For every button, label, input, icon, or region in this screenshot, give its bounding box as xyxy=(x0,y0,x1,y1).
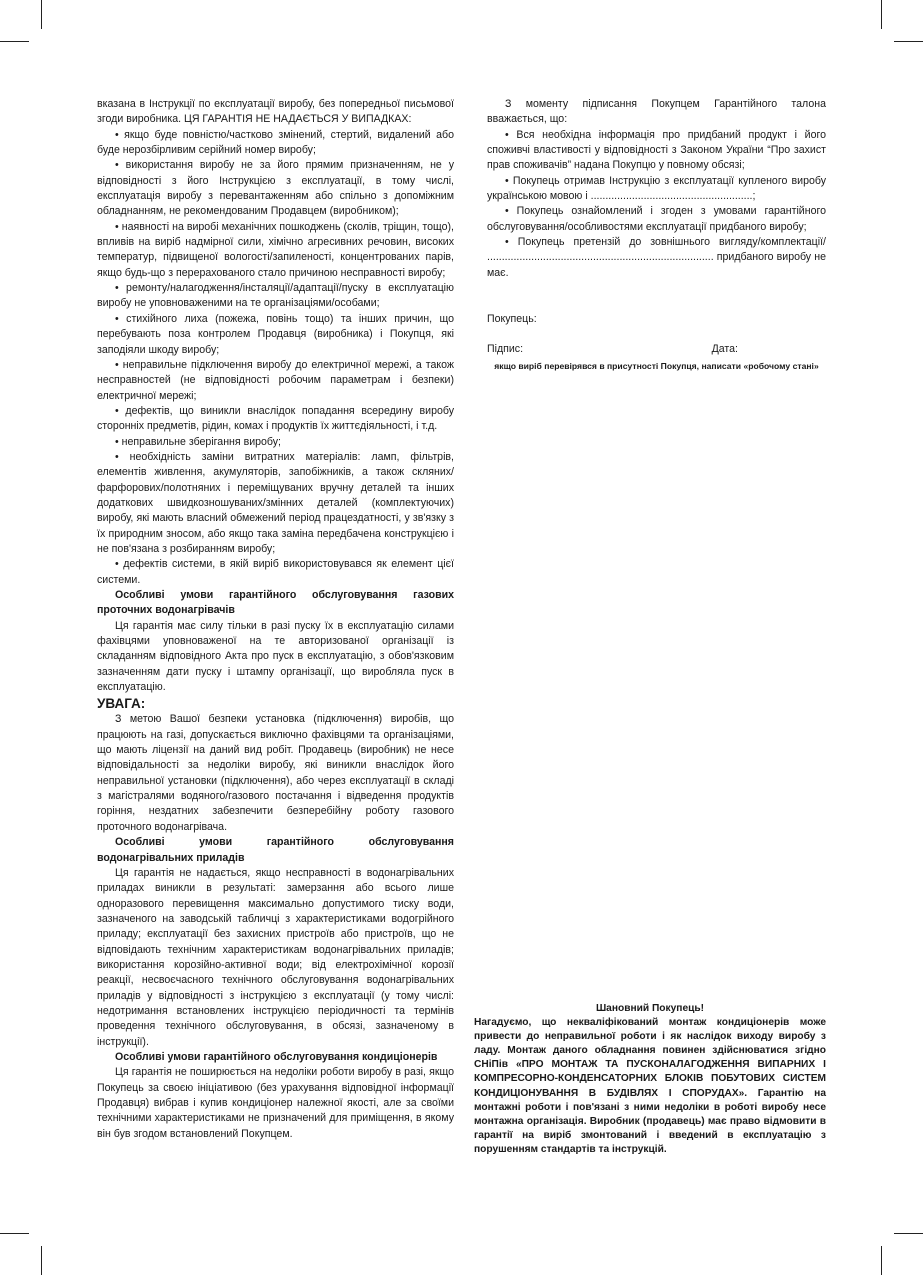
notice-title: Шановний Покупець! xyxy=(595,1003,705,1014)
signature-label: Підпис: xyxy=(487,343,524,355)
bullet-item: • неправильне зберігання виробу; xyxy=(115,435,281,448)
air-conditioners-text: Ця гарантія не поширюється на недоліки роботи виробу в разі, якщо Покупець за своєю ініціативою (без урахування відповідної інформації Продавця) вибрав і купив кондиціонер належної якості, але за своїми технічними характеристиками не призначений для приміщення, в якому він був згодом встановлений Покупцем. xyxy=(97,1066,454,1140)
bullet-item: • дефектів, що виникли внаслідок попадання всередину виробу сторонніх предметів, рідин, комах і продуктів їх життєдіяльності, і т.д. xyxy=(97,404,454,433)
left-column xyxy=(97,97,454,1142)
working-condition-note: якщо виріб перевірявся в присутності Покупця, написати «робочому стані» xyxy=(494,361,819,371)
bullet-item: • наявності на виробі механічних пошкоджень (сколів, тріщин, тощо), впливів на виріб надмірної сили, хімічно агресивних речовин, високих температур, підвищеної вологості/запиленості, концентрованих парів, якщо будь-що з перерахованого стало причиною несправності виробу; xyxy=(97,220,454,279)
crop-mark-bottom-right-v xyxy=(881,1246,882,1275)
acknowledgement-item: • Вся необхідна інформація про придбаний продукт і його споживчі властивості у відповідності з Законом України “Про захист прав споживачів” надана Покупцю у повному обсязі; xyxy=(487,128,826,172)
crop-mark-top-left-h xyxy=(0,41,29,42)
date-label: Дата: xyxy=(711,343,738,355)
crop-mark-top-right-h xyxy=(894,41,923,42)
bullet-item: • дефектів системи, в якій виріб використовувався як елемент цієї системи. xyxy=(97,558,454,586)
buyer-label: Покупець: xyxy=(487,313,537,325)
bullet-item: • ремонту/налагодження/інсталяції/адаптації/пуску в експлуатацію виробу не уповноваженими на те організаціями/особами; xyxy=(97,282,454,310)
gas-heaters-heading: Особливі умови гарантійного обслуговування газових проточних водонагрівачів xyxy=(97,589,454,617)
signature-row xyxy=(487,343,826,355)
acknowledgement-intro: З моменту підписання Покупцем Гарантійного талона вважається, що: xyxy=(487,98,826,126)
bullet-item: • неправильне підключення виробу до електричної мережі, а також несправностей (не відповідності робочим параметрам і безпеки) електричної мережі; xyxy=(97,358,454,402)
crop-mark-bottom-right-h xyxy=(894,1233,923,1234)
crop-mark-top-left-v xyxy=(41,0,42,29)
crop-mark-bottom-left-h xyxy=(0,1233,29,1234)
water-heaters-text: Ця гарантія не надається, якщо несправності в водонагрівальних приладах виникли в результаті: замерзання або всього лише одноразового перевищення максимально допустимого тиску води, зазначеного на заводській табличці з характеристиками водогрійного приладу; експлуатації без захисних пристроїв або пристроїв, що не відповідають технічним характеристикам водонагрівальних приладів; використання корозійно-активної води; від електрохімічної корозії реакції, несвоєчасного технічного обслуговування водонагрівальних приладів у відповідності з інструкцією з експлуатації (у тому числі: недотримання встановлених інструкцією періодичності та термінів проведення технічного обслуговування, в обсязі, зазначеному в інструкції). xyxy=(97,866,454,1048)
acknowledgement-item: • Покупець отримав Інструкцію з експлуатації купленого виробу українською мовою і .......................................................; xyxy=(487,174,826,203)
paragraph-intro: вказана в Інструкції по експлуатації виробу, без попередньої письмової згоди виробника. ЦЯ ГАРАНТІЯ НЕ НАДАЄТЬСЯ У ВИПАДКАХ: xyxy=(97,98,454,126)
installation-notice xyxy=(474,1002,826,1157)
right-column xyxy=(487,97,826,281)
gas-heaters-text: Ця гарантія має силу тільки в разі пуску їх в експлуатацію силами фахівцями уповноваженої на те авторизованої організації із складанням відповідного Акта про пуск в експлуатацію, з обов'язковим зазначенням дати пуску і штампу організації, що виробляла пуск в експлуатацію. xyxy=(97,619,454,694)
acknowledgement-item: • Покупець претензій до зовнішнього вигляду/комплектації/ ............................................................................. придбаного виробу не має. xyxy=(487,236,826,279)
bullet-item: • якщо буде повністю/частково змінений, стертий, видалений або буде нерозбірливим серійний номер виробу; xyxy=(97,128,454,157)
crop-mark-bottom-left-v xyxy=(41,1246,42,1275)
water-heaters-heading: Особливі умови гарантійного обслуговування водонагрівальних приладів xyxy=(97,836,454,864)
air-conditioners-heading: Особливі умови гарантійного обслуговування кондиціонерів xyxy=(115,1050,438,1063)
bullet-item: • використання виробу не за його прямим призначенням, не у відповідності з його Інструкцією з експлуатації, в тому числі, експлуатація виробу з перевантаженням або спільно з допоміжним обладнанням, не рекомендованим Продавцем (виробником); xyxy=(97,159,454,218)
attention-heading: УВАГА: xyxy=(97,696,146,712)
bullet-item: • стихійного лиха (пожежа, повінь тощо) та інших причин, що перебувають поза контролем Продавця (виробника) і Покупця, які заподіяли шкоду виробу; xyxy=(97,312,454,356)
acknowledgement-item: • Покупець ознайомлений і згоден з умовами гарантійного обслуговування/особливостями експлуатації придбаного виробу; xyxy=(487,205,826,233)
notice-text: Нагадуємо, що некваліфікований монтаж кондиціонерів може привести до неправильної роботи і як наслідок виходу виробу з ладу. Монтаж даного обладнання повинен здійснюватися згідно СНіПів «ПРО МОНТАЖ ТА ПУСКОНАЛАГОДЖЕННЯ ВИПАРНИХ І КОМПРЕСОРНО-КОНДЕНСАТОРНИХ БЛОКІВ ПОБУТОВИХ СИСТЕМ КОНДИЦІОНУВАННЯ В БУДІВЛЯХ І СПОРУДАХ». Гарантію на монтажні роботи і пов'язані з ними недоліки в роботі виробу несе монтажна організація. Виробник (продавець) має право відмовити в гарантії на виріб змонтований і введений в експлуатацію з порушенням стандартів та інструкцій. xyxy=(474,1017,826,1155)
bullet-item: • необхідність заміни витратних матеріалів: ламп, фільтрів, елементів живлення, акумуляторів, запобіжників, а також скляних/фарфорових/полотняних і переміщуваних вручну деталей та інших додаткових швидкозношуваних/змінних деталей (комплектуючих) виробу, які мають власний обмежений період працездатності, у зв'язку з їх природним зносом, або якщо така заміна передбачена конструкцією і не пов'язана з розбиранням виробу; xyxy=(97,450,454,555)
buyer-block xyxy=(487,313,826,325)
attention-text: З метою Вашої безпеки установка (підключення) виробів, що працюють на газі, допускається виключно фахівцями та організаціями, що мають ліцензії на даний вид робіт. Продавець (виробник) не несе відповідальності за недоліки виробу, які виникли внаслідок його неправильної установки (підключення), або через експлуатації в складі з магістралями водяного/газового постачання і відведення продуктів горіння, нездатних забезпечити безперебійну роботу газового проточного водонагрівача. xyxy=(97,713,454,833)
crop-mark-top-right-v xyxy=(881,0,882,29)
